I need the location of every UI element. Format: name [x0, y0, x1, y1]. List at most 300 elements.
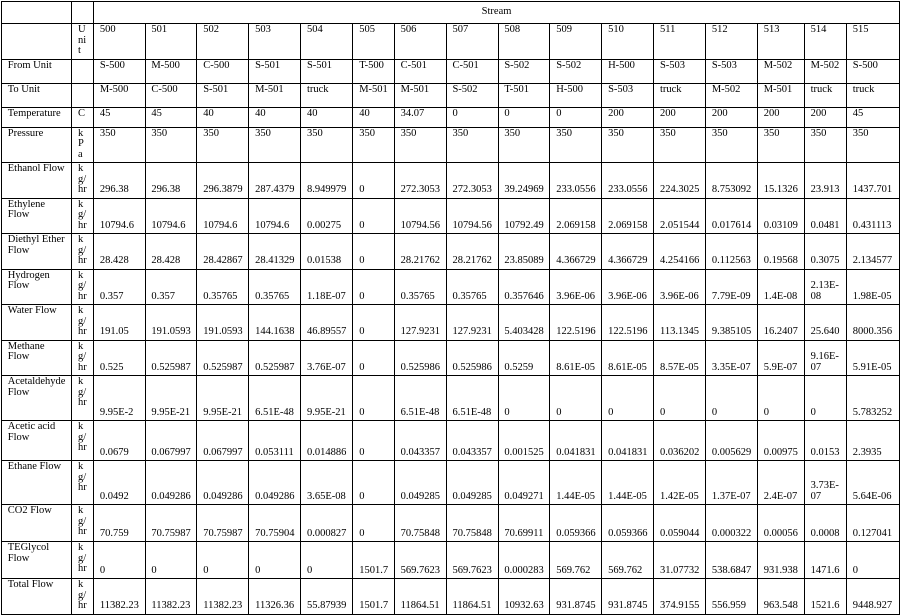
value-cell: 1.42E-05 — [654, 461, 706, 505]
value-cell: 2.4E-07 — [757, 461, 804, 505]
value-cell: 144.1638 — [249, 305, 301, 341]
value-cell: 10794.6 — [94, 198, 146, 234]
value-cell: 0.059366 — [602, 505, 654, 542]
value-cell: 9.385105 — [706, 305, 758, 341]
value-cell: 224.3025 — [654, 163, 706, 199]
value-cell: 0 — [353, 461, 394, 505]
table-row — [2, 83, 900, 107]
value-cell: 23.85089 — [498, 234, 550, 270]
value-cell: 8.949979 — [301, 163, 353, 199]
table-row — [2, 461, 900, 505]
value-cell: 9.16E-07 — [804, 340, 846, 376]
value-cell: 9.95E-2 — [94, 376, 146, 421]
value-cell: 963.548 — [757, 579, 804, 615]
value-cell: 0.0481 — [804, 198, 846, 234]
value-cell: 931.938 — [757, 542, 804, 579]
value-cell: 0 — [197, 542, 249, 579]
table-row — [2, 305, 900, 341]
value-cell: 5.91E-05 — [847, 340, 900, 376]
value-cell: 1.18E-07 — [301, 269, 353, 305]
value-cell: 0.049286 — [249, 461, 301, 505]
value-cell: 0 — [353, 505, 394, 542]
value-cell: 9.95E-21 — [145, 376, 197, 421]
value-cell: 3.96E-06 — [602, 269, 654, 305]
value-cell: 11326.36 — [249, 579, 301, 615]
row-label: Total Flow — [2, 579, 72, 615]
value-cell: 0 — [353, 269, 394, 305]
value-cell: 23.913 — [804, 163, 846, 199]
value-cell: 350 — [446, 127, 498, 163]
value-cell: 11864.51 — [446, 579, 498, 615]
value-cell: 0.059044 — [654, 505, 706, 542]
value-cell: 0 — [804, 376, 846, 421]
value-cell: 70.69911 — [498, 505, 550, 542]
stream-col-header: 502 — [197, 24, 249, 60]
value-cell: C-501 — [446, 59, 498, 83]
value-cell: 350 — [197, 127, 249, 163]
row-label: Pressure — [2, 127, 72, 163]
stream-col-header: 506 — [394, 24, 446, 60]
value-cell: 0.059366 — [550, 505, 602, 542]
value-cell: 0.357646 — [498, 269, 550, 305]
value-cell: 10794.6 — [249, 198, 301, 234]
stream-col-header: 508 — [498, 24, 550, 60]
value-cell: truck — [301, 83, 353, 107]
value-cell: 0.049285 — [394, 461, 446, 505]
value-cell: 45 — [847, 107, 900, 127]
value-cell: 0.5259 — [498, 340, 550, 376]
value-cell: 350 — [94, 127, 146, 163]
value-cell: 0.0679 — [94, 421, 146, 461]
value-cell: 0.067997 — [145, 421, 197, 461]
value-cell: S-503 — [706, 59, 758, 83]
value-cell: 3.96E-06 — [654, 269, 706, 305]
value-cell: S-502 — [550, 59, 602, 83]
row-label: TEGlycol Flow — [2, 542, 72, 579]
stream-header: Stream — [94, 2, 900, 24]
value-cell: 0 — [353, 234, 394, 270]
value-cell: 0.000283 — [498, 542, 550, 579]
value-cell: H-500 — [602, 59, 654, 83]
value-cell: 0 — [249, 542, 301, 579]
value-cell: 0 — [446, 107, 498, 127]
row-label: Methane Flow — [2, 340, 72, 376]
value-cell: 8.61E-05 — [550, 340, 602, 376]
value-cell: 70.75848 — [394, 505, 446, 542]
value-cell: 191.0593 — [145, 305, 197, 341]
unit-cell: kg/hr — [72, 579, 94, 615]
value-cell: 0 — [847, 542, 900, 579]
value-cell: 11382.23 — [197, 579, 249, 615]
unit-cell: kg/hr — [72, 542, 94, 579]
value-cell: 569.7623 — [446, 542, 498, 579]
value-cell: 11864.51 — [394, 579, 446, 615]
value-cell: 2.13E-08 — [804, 269, 846, 305]
value-cell: 556.959 — [706, 579, 758, 615]
value-cell: 0.525986 — [446, 340, 498, 376]
value-cell: 0.431113 — [847, 198, 900, 234]
table-row — [2, 2, 900, 24]
value-cell: 46.89557 — [301, 305, 353, 341]
value-cell: 0.3075 — [804, 234, 846, 270]
value-cell: 9.95E-21 — [197, 376, 249, 421]
value-cell: 200 — [654, 107, 706, 127]
value-cell: 350 — [394, 127, 446, 163]
unit-cell: kg/hr — [72, 376, 94, 421]
value-cell: 0.000322 — [706, 505, 758, 542]
stream-col-header: 512 — [706, 24, 758, 60]
value-cell: 0.525987 — [249, 340, 301, 376]
value-cell: 0 — [706, 376, 758, 421]
value-cell: S-500 — [847, 59, 900, 83]
value-cell: 5.403428 — [498, 305, 550, 341]
unit-cell: C — [72, 107, 94, 127]
row-label: Acetic acid Flow — [2, 421, 72, 461]
value-cell: 55.87939 — [301, 579, 353, 615]
value-cell: 0 — [353, 421, 394, 461]
corner-cell — [2, 24, 72, 60]
value-cell: 1501.7 — [353, 579, 394, 615]
value-cell: C-501 — [394, 59, 446, 83]
value-cell: M-501 — [394, 83, 446, 107]
value-cell: S-501 — [249, 59, 301, 83]
value-cell: 0.35765 — [249, 269, 301, 305]
value-cell: 0.049286 — [145, 461, 197, 505]
table-row — [2, 163, 900, 199]
value-cell: S-501 — [197, 83, 249, 107]
value-cell: 1.44E-05 — [602, 461, 654, 505]
unit-cell — [72, 59, 94, 83]
stream-table — [1, 1, 900, 615]
value-cell: 350 — [804, 127, 846, 163]
value-cell: 0.014886 — [301, 421, 353, 461]
value-cell: 350 — [249, 127, 301, 163]
value-cell: 8.57E-05 — [654, 340, 706, 376]
value-cell: 191.05 — [94, 305, 146, 341]
stream-col-header: 515 — [847, 24, 900, 60]
table-row — [2, 340, 900, 376]
value-cell: 5.64E-06 — [847, 461, 900, 505]
value-cell: S-500 — [94, 59, 146, 83]
value-cell: 350 — [654, 127, 706, 163]
value-cell: 1.44E-05 — [550, 461, 602, 505]
value-cell: 200 — [706, 107, 758, 127]
value-cell: S-502 — [446, 83, 498, 107]
value-cell: 8.61E-05 — [602, 340, 654, 376]
value-cell: M-501 — [249, 83, 301, 107]
value-cell: 70.75987 — [145, 505, 197, 542]
value-cell: 10794.56 — [394, 198, 446, 234]
value-cell: 0.043357 — [394, 421, 446, 461]
value-cell: 127.9231 — [446, 305, 498, 341]
value-cell: 122.5196 — [602, 305, 654, 341]
value-cell: 0.525987 — [197, 340, 249, 376]
value-cell: 0.00975 — [757, 421, 804, 461]
value-cell: 350 — [706, 127, 758, 163]
value-cell: 0.357 — [94, 269, 146, 305]
value-cell: 0.036202 — [654, 421, 706, 461]
value-cell: 70.759 — [94, 505, 146, 542]
table-row — [2, 421, 900, 461]
value-cell: 11382.23 — [94, 579, 146, 615]
table-row — [2, 107, 900, 127]
value-cell: 34.07 — [394, 107, 446, 127]
value-cell: 7.79E-09 — [706, 269, 758, 305]
value-cell: 931.8745 — [550, 579, 602, 615]
unit-cell: kg/hr — [72, 234, 94, 270]
value-cell: 10792.49 — [498, 198, 550, 234]
table-row — [2, 376, 900, 421]
value-cell: 0.357 — [145, 269, 197, 305]
table-row — [2, 579, 900, 615]
value-cell: 1471.6 — [804, 542, 846, 579]
unit-cell: kg/hr — [72, 505, 94, 542]
value-cell: 10794.6 — [197, 198, 249, 234]
value-cell: 4.366729 — [602, 234, 654, 270]
value-cell: M-502 — [804, 59, 846, 83]
value-cell: 272.3053 — [394, 163, 446, 199]
row-label: Acetaldehyde Flow — [2, 376, 72, 421]
value-cell: 28.428 — [145, 234, 197, 270]
value-cell: 70.75848 — [446, 505, 498, 542]
table-row — [2, 542, 900, 579]
value-cell: 0.127041 — [847, 505, 900, 542]
value-cell: 16.2407 — [757, 305, 804, 341]
value-cell: 0 — [498, 376, 550, 421]
value-cell: truck — [804, 83, 846, 107]
stream-col-header: 511 — [654, 24, 706, 60]
value-cell: 10794.56 — [446, 198, 498, 234]
value-cell: 0.001525 — [498, 421, 550, 461]
value-cell: 1.98E-05 — [847, 269, 900, 305]
value-cell: 1.37E-07 — [706, 461, 758, 505]
row-label: Ethylene Flow — [2, 198, 72, 234]
value-cell: S-503 — [654, 59, 706, 83]
value-cell: 3.73E-07 — [804, 461, 846, 505]
value-cell: M-502 — [706, 83, 758, 107]
unit-cell — [72, 83, 94, 107]
stream-col-header: 503 — [249, 24, 301, 60]
value-cell: 0.005629 — [706, 421, 758, 461]
stream-col-header: 509 — [550, 24, 602, 60]
table-row — [2, 24, 900, 60]
value-cell: 70.75904 — [249, 505, 301, 542]
value-cell: 0 — [602, 376, 654, 421]
unit-cell: kg/hr — [72, 340, 94, 376]
table-row — [2, 505, 900, 542]
value-cell: 350 — [301, 127, 353, 163]
value-cell: 127.9231 — [394, 305, 446, 341]
value-cell: 3.96E-06 — [550, 269, 602, 305]
value-cell: 8000.356 — [847, 305, 900, 341]
stream-col-header: 507 — [446, 24, 498, 60]
value-cell: 28.41329 — [249, 234, 301, 270]
value-cell: 5.9E-07 — [757, 340, 804, 376]
value-cell: 9.95E-21 — [301, 376, 353, 421]
stream-col-header: 510 — [602, 24, 654, 60]
value-cell: M-501 — [353, 83, 394, 107]
value-cell: 200 — [602, 107, 654, 127]
value-cell: 8.753092 — [706, 163, 758, 199]
value-cell: 287.4379 — [249, 163, 301, 199]
value-cell: 2.069158 — [550, 198, 602, 234]
value-cell: C-500 — [145, 83, 197, 107]
value-cell: 70.75987 — [197, 505, 249, 542]
value-cell: 350 — [498, 127, 550, 163]
value-cell: 6.51E-48 — [446, 376, 498, 421]
value-cell: 0.041831 — [602, 421, 654, 461]
value-cell: 0.525 — [94, 340, 146, 376]
value-cell: 28.21762 — [446, 234, 498, 270]
stream-col-header: 501 — [145, 24, 197, 60]
value-cell: 0.049271 — [498, 461, 550, 505]
value-cell: 0.049285 — [446, 461, 498, 505]
value-cell: 0 — [654, 376, 706, 421]
value-cell: 9448.927 — [847, 579, 900, 615]
value-cell: 0 — [301, 542, 353, 579]
value-cell: T-501 — [498, 83, 550, 107]
value-cell: 0.0008 — [804, 505, 846, 542]
value-cell: 0 — [550, 376, 602, 421]
value-cell: M-500 — [94, 83, 146, 107]
value-cell: 40 — [249, 107, 301, 127]
value-cell: H-500 — [550, 83, 602, 107]
table-row — [2, 234, 900, 270]
value-cell: 6.51E-48 — [394, 376, 446, 421]
value-cell: 0.000827 — [301, 505, 353, 542]
value-cell: 0.01538 — [301, 234, 353, 270]
value-cell: 0.017614 — [706, 198, 758, 234]
value-cell: 4.254166 — [654, 234, 706, 270]
value-cell: 296.3879 — [197, 163, 249, 199]
value-cell: 4.366729 — [550, 234, 602, 270]
value-cell: M-500 — [145, 59, 197, 83]
value-cell: 296.38 — [145, 163, 197, 199]
value-cell: 2.051544 — [654, 198, 706, 234]
value-cell: 0 — [353, 376, 394, 421]
row-label: Temperature — [2, 107, 72, 127]
unit-cell: kg/hr — [72, 305, 94, 341]
row-label: To Unit — [2, 83, 72, 107]
value-cell: 113.1345 — [654, 305, 706, 341]
value-cell: 0.0492 — [94, 461, 146, 505]
value-cell: 3.76E-07 — [301, 340, 353, 376]
value-cell: truck — [847, 83, 900, 107]
value-cell: 233.0556 — [550, 163, 602, 199]
value-cell: 0.35765 — [394, 269, 446, 305]
unit-cell: kg/hr — [72, 269, 94, 305]
value-cell: 0 — [353, 305, 394, 341]
value-cell: 45 — [94, 107, 146, 127]
stream-col-header: 504 — [301, 24, 353, 60]
value-cell: 1.4E-08 — [757, 269, 804, 305]
value-cell: 233.0556 — [602, 163, 654, 199]
value-cell: 0 — [498, 107, 550, 127]
row-label: CO2 Flow — [2, 505, 72, 542]
value-cell: 0.525987 — [145, 340, 197, 376]
value-cell: 0 — [353, 163, 394, 199]
value-cell: 6.51E-48 — [249, 376, 301, 421]
value-cell: 0.00056 — [757, 505, 804, 542]
row-label: Water Flow — [2, 305, 72, 341]
value-cell: 28.42867 — [197, 234, 249, 270]
value-cell: 350 — [602, 127, 654, 163]
value-cell: 200 — [804, 107, 846, 127]
value-cell: 0 — [94, 542, 146, 579]
value-cell: 2.134577 — [847, 234, 900, 270]
value-cell: 3.65E-08 — [301, 461, 353, 505]
value-cell: 200 — [757, 107, 804, 127]
value-cell: 40 — [353, 107, 394, 127]
value-cell: 350 — [550, 127, 602, 163]
value-cell: 3.35E-07 — [706, 340, 758, 376]
value-cell: 10932.63 — [498, 579, 550, 615]
unit-cell: kg/hr — [72, 198, 94, 234]
value-cell: S-501 — [301, 59, 353, 83]
table-row — [2, 198, 900, 234]
value-cell: 0.0153 — [804, 421, 846, 461]
row-label: From Unit — [2, 59, 72, 83]
stream-col-header: 513 — [757, 24, 804, 60]
unit-cell: kg/hr — [72, 421, 94, 461]
value-cell: C-500 — [197, 59, 249, 83]
value-cell: 10794.6 — [145, 198, 197, 234]
stream-col-header: 500 — [94, 24, 146, 60]
value-cell: M-502 — [757, 59, 804, 83]
value-cell: S-503 — [602, 83, 654, 107]
value-cell: 350 — [145, 127, 197, 163]
value-cell: 1437.701 — [847, 163, 900, 199]
stream-table-body — [2, 2, 900, 615]
corner-cell — [2, 2, 72, 24]
value-cell: 2.069158 — [602, 198, 654, 234]
value-cell: 931.8745 — [602, 579, 654, 615]
value-cell: M-501 — [757, 83, 804, 107]
value-cell: 0.00275 — [301, 198, 353, 234]
value-cell: 0 — [757, 376, 804, 421]
value-cell: 350 — [847, 127, 900, 163]
value-cell: 538.6847 — [706, 542, 758, 579]
value-cell: 0.053111 — [249, 421, 301, 461]
value-cell: 0 — [550, 107, 602, 127]
value-cell: 28.21762 — [394, 234, 446, 270]
stream-col-header: 514 — [804, 24, 846, 60]
value-cell: 25.640 — [804, 305, 846, 341]
value-cell: 272.3053 — [446, 163, 498, 199]
value-cell: 0.112563 — [706, 234, 758, 270]
value-cell: 1501.7 — [353, 542, 394, 579]
value-cell: 0.041831 — [550, 421, 602, 461]
table-row — [2, 127, 900, 163]
value-cell: 0.525986 — [394, 340, 446, 376]
unit-cell: kg/hr — [72, 163, 94, 199]
value-cell: 40 — [301, 107, 353, 127]
value-cell: 39.24969 — [498, 163, 550, 199]
stream-col-header: 505 — [353, 24, 394, 60]
value-cell: 0.049286 — [197, 461, 249, 505]
row-label: Ethane Flow — [2, 461, 72, 505]
value-cell: 11382.23 — [145, 579, 197, 615]
value-cell: 0.067997 — [197, 421, 249, 461]
value-cell: 569.762 — [602, 542, 654, 579]
unit-cell: kPa — [72, 127, 94, 163]
corner-unit-cell — [72, 2, 94, 24]
value-cell: 31.07732 — [654, 542, 706, 579]
value-cell: 569.7623 — [394, 542, 446, 579]
value-cell: 350 — [353, 127, 394, 163]
value-cell: 191.0593 — [197, 305, 249, 341]
value-cell: 0.03109 — [757, 198, 804, 234]
